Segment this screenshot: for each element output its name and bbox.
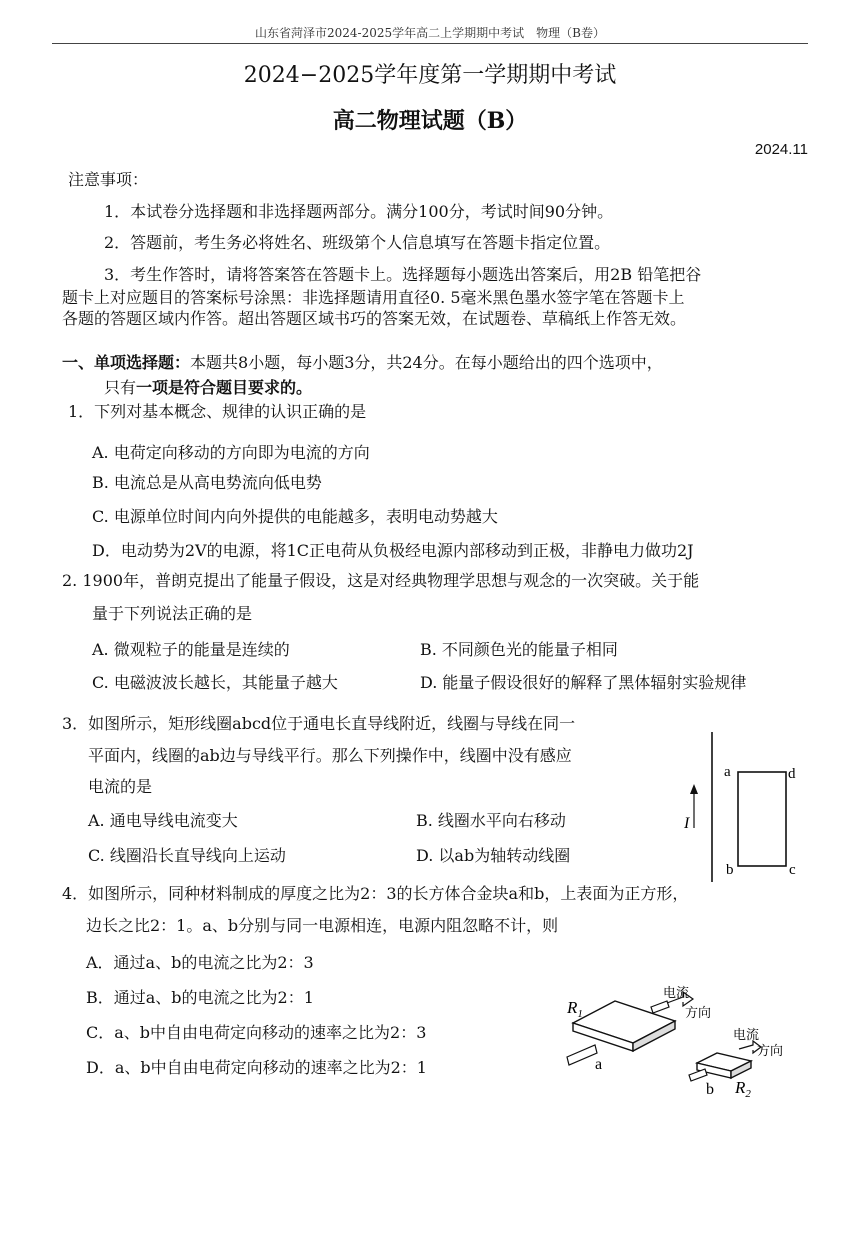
q1-stem: 1．下列对基本概念、规律的认识正确的是	[68, 402, 367, 421]
r1-subscript: 1	[577, 1008, 583, 1020]
electrode-a	[567, 1045, 597, 1065]
q3-coil-figure	[670, 728, 820, 886]
q4-option-b: B．通过a、b的电流之比为2：1	[86, 988, 314, 1007]
section-desc-line2b: 一项是符合题目要求的。	[136, 378, 313, 397]
q4-option-d: D．a、b中自由电荷定向移动的速率之比为2：1	[86, 1058, 427, 1077]
q3-stem-line3: 电流的是	[88, 777, 153, 796]
header-divider	[52, 43, 808, 44]
corner-b-label: b	[726, 862, 734, 878]
r2-subscript: 2	[745, 1088, 751, 1100]
flow-a-label-bottom: 方向	[685, 1005, 712, 1020]
section-label: 一、单项选择题：	[62, 353, 191, 372]
r1-label: R	[567, 998, 578, 1017]
q2-option-a: A. 微观粒子的能量是连续的	[92, 640, 290, 659]
corner-c-label: c	[789, 862, 796, 878]
coil-rectangle	[738, 772, 786, 866]
block-a-label: a	[595, 1056, 603, 1073]
q2-option-b: B. 不同颜色光的能量子相同	[420, 640, 618, 659]
section-desc: 本题共8小题，每小题3分，共24分。在每小题给出的四个选项中，	[190, 353, 663, 372]
notice-item-3-cont2: 各题的答题区域内作答。超出答题区域书巧的答案无效，在试题卷、草稿纸上作答无效。	[62, 309, 687, 328]
q3-option-b: B. 线圈水平向右移动	[416, 811, 566, 830]
q4-option-c: C．a、b中自由电荷定向移动的速率之比为2：3	[86, 1023, 427, 1042]
q1-option-a: A. 电荷定向移动的方向即为电流的方向	[92, 443, 370, 462]
notice-item-2: 2．答题前，考生务必将姓名、班级第个人信息填写在答题卡指定位置。	[104, 233, 611, 252]
corner-d-label: d	[788, 766, 796, 782]
q4-stem-line2: 边长之比2：1。a、b分别与同一电源相连，电源内阻忽略不计，则	[86, 916, 559, 935]
r2-label: R	[735, 1078, 746, 1097]
q3-option-d: D. 以ab为轴转动线圈	[416, 846, 571, 865]
q1-option-c: C. 电源单位时间内向外提供的电能越多，表明电动势越大	[92, 507, 498, 526]
exam-date: 2024.11	[754, 141, 808, 158]
notice-heading: 注意事项：	[68, 170, 149, 189]
page-header: 山东省菏泽市2024-2025学年高二上学期期中考试 物理（B卷）	[255, 26, 605, 40]
exam-title: 2024−2025学年度第一学期期中考试	[243, 63, 617, 88]
flow-b-label-top: 电流	[733, 1027, 760, 1042]
notice-item-3: 3．考生作答时，请将答案答在答题卡上。选择题每小题选出答案后，用2B 铅笔把谷	[104, 265, 702, 284]
q3-stem-line2: 平面内，线圈的ab边与导线平行。那么下列操作中，线圈中没有感应	[88, 746, 572, 765]
q2-option-d: D. 能量子假设很好的解释了黑体辐射实验规律	[420, 673, 747, 692]
svg-text:R2	[734, 1078, 751, 1100]
q3-option-c: C. 线圈沿长直导线向上运动	[88, 846, 286, 865]
q3-option-a: A. 通电导线电流变大	[88, 811, 238, 830]
q3-stem-line1: 3．如图所示，矩形线圈abcd位于通电长直导线附近，线圈与导线在同一	[62, 714, 576, 733]
q1-option-d: D．电动势为2V的电源，将1C正电荷从负极经电源内部移动到正极，非静电力做功2J	[92, 541, 694, 560]
q2-stem-line2: 量于下列说法正确的是	[92, 604, 253, 623]
notice-item-3-cont1: 题卡上对应题目的答案标号涂黑：非选择题请用直径0. 5毫米黑色墨水签字笔在答题卡上	[62, 288, 685, 307]
q4-stem-line1: 4．如图所示，同种材料制成的厚度之比为2：3的长方体合金块a和b，上表面为正方形，	[62, 884, 689, 903]
block-b-label: b	[706, 1081, 714, 1098]
notice-item-1: 1．本试卷分选择题和非选择题两部分。满分100分，考试时间90分钟。	[104, 202, 614, 221]
corner-a-label: a	[724, 764, 731, 780]
section-desc-line2a: 只有	[104, 378, 137, 397]
flow-a-label-top: 电流	[663, 985, 690, 1000]
current-label: I	[684, 815, 690, 832]
q1-option-b: B. 电流总是从高电势流向低电势	[92, 473, 322, 492]
q2-option-c: C. 电磁波波长越长，其能量子越大	[92, 673, 338, 692]
svg-text:R1	[566, 998, 583, 1020]
current-arrow-head	[690, 784, 698, 794]
flow-b-label-bottom: 方向	[757, 1043, 784, 1058]
q4-alloy-blocks-figure	[555, 975, 815, 1100]
electrode-a-top	[651, 1001, 669, 1013]
q4-option-a: A．通过a、b的电流之比为2：3	[86, 953, 314, 972]
exam-subtitle: 高二物理试题（B）	[332, 108, 528, 134]
q2-stem-line1: 2. 1900年，普朗克提出了能量子假设，这是对经典物理学思想与观念的一次突破。关于能	[62, 571, 700, 590]
